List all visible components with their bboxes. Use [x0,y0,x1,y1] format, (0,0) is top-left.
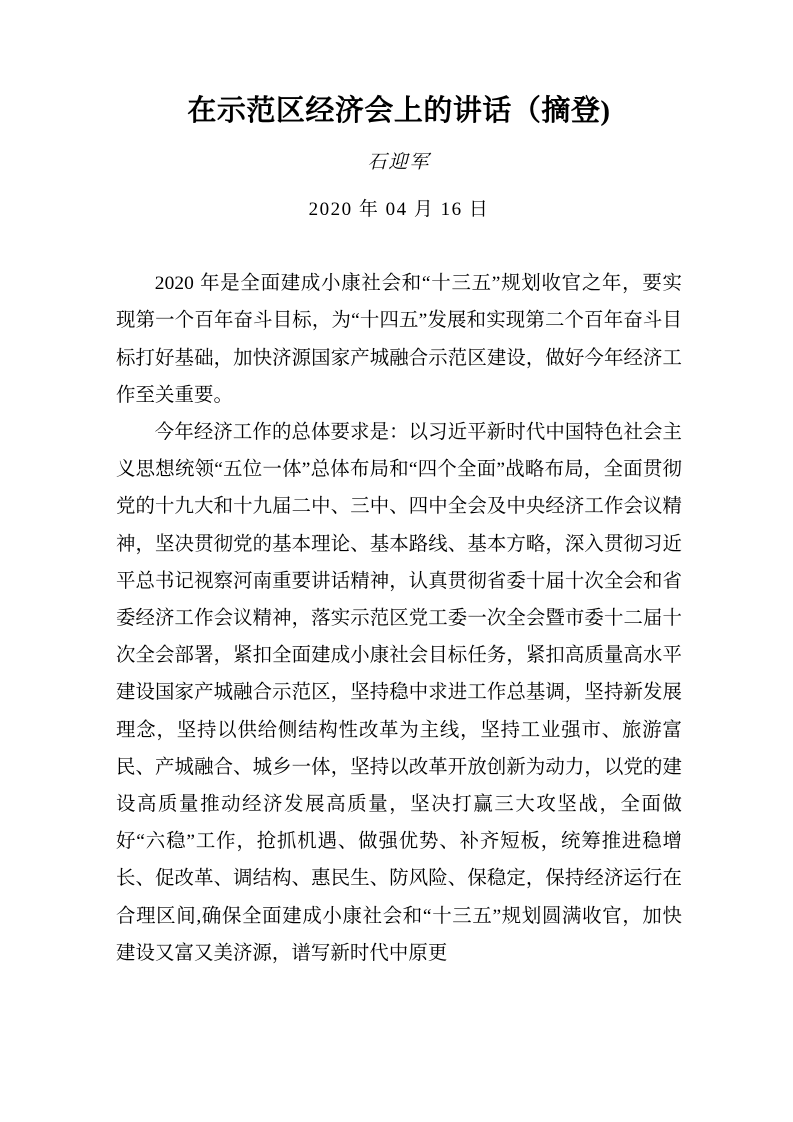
page-content [116,0,682,972]
page-title: 在示范区经济会上的讲话（摘登) [187,95,611,127]
paragraph: 今年经济工作的总体要求是：以习近平新时代中国特色社会主义思想统领“五位一体”总体布局和“四个全面”战略布局，全面贯彻党的十九大和十九届二中、三中、四中全会及中央经济工作会议精神，坚决贯彻党的基本理论、基本路线、基本方略，深入贯彻习近平总书记视察河南重要讲话精神，认真贯彻省委十届十次全会和省委经济工作会议精神，落实示范区党工委一次全会暨市委十二届十次全会部署，紧扣全面建成小康社会目标任务，紧扣高质量高水平建设国家产城融合示范区，坚持稳中求进工作总基调，坚持新发展理念，坚持以供给侧结构性改革为主线，坚持工业强市、旅游富民、产城融合、城乡一体，坚持以改革开放创新为动力，以党的建设高质量推动经济发展高质量，坚决打赢三大攻坚战，全面做好“六稳”工作，抢抓机遇、做强优势、补齐短板，统筹推进稳增长、促改革、调结构、惠民生、防风险、保稳定，保持经济运行在合理区间,确保全面建成小康社会和“十三五”规划圆满收官，加快建设又富又美济源，谱写新时代中原更 [116,421,682,964]
author-name: 石迎军 [367,152,431,174]
body-text [116,221,682,972]
paragraph: 2020 年是全面建成小康社会和“十三五”规划收官之年，要实现第一个百年奋斗目标，为“十四五”发展和实现第二个百年奋斗目标打好基础，加快济源国家产城融合示范区建设，做好今年经济工作至关重要。 [116,273,682,406]
document-date: 2020 年 04 月 16 日 [308,199,490,221]
